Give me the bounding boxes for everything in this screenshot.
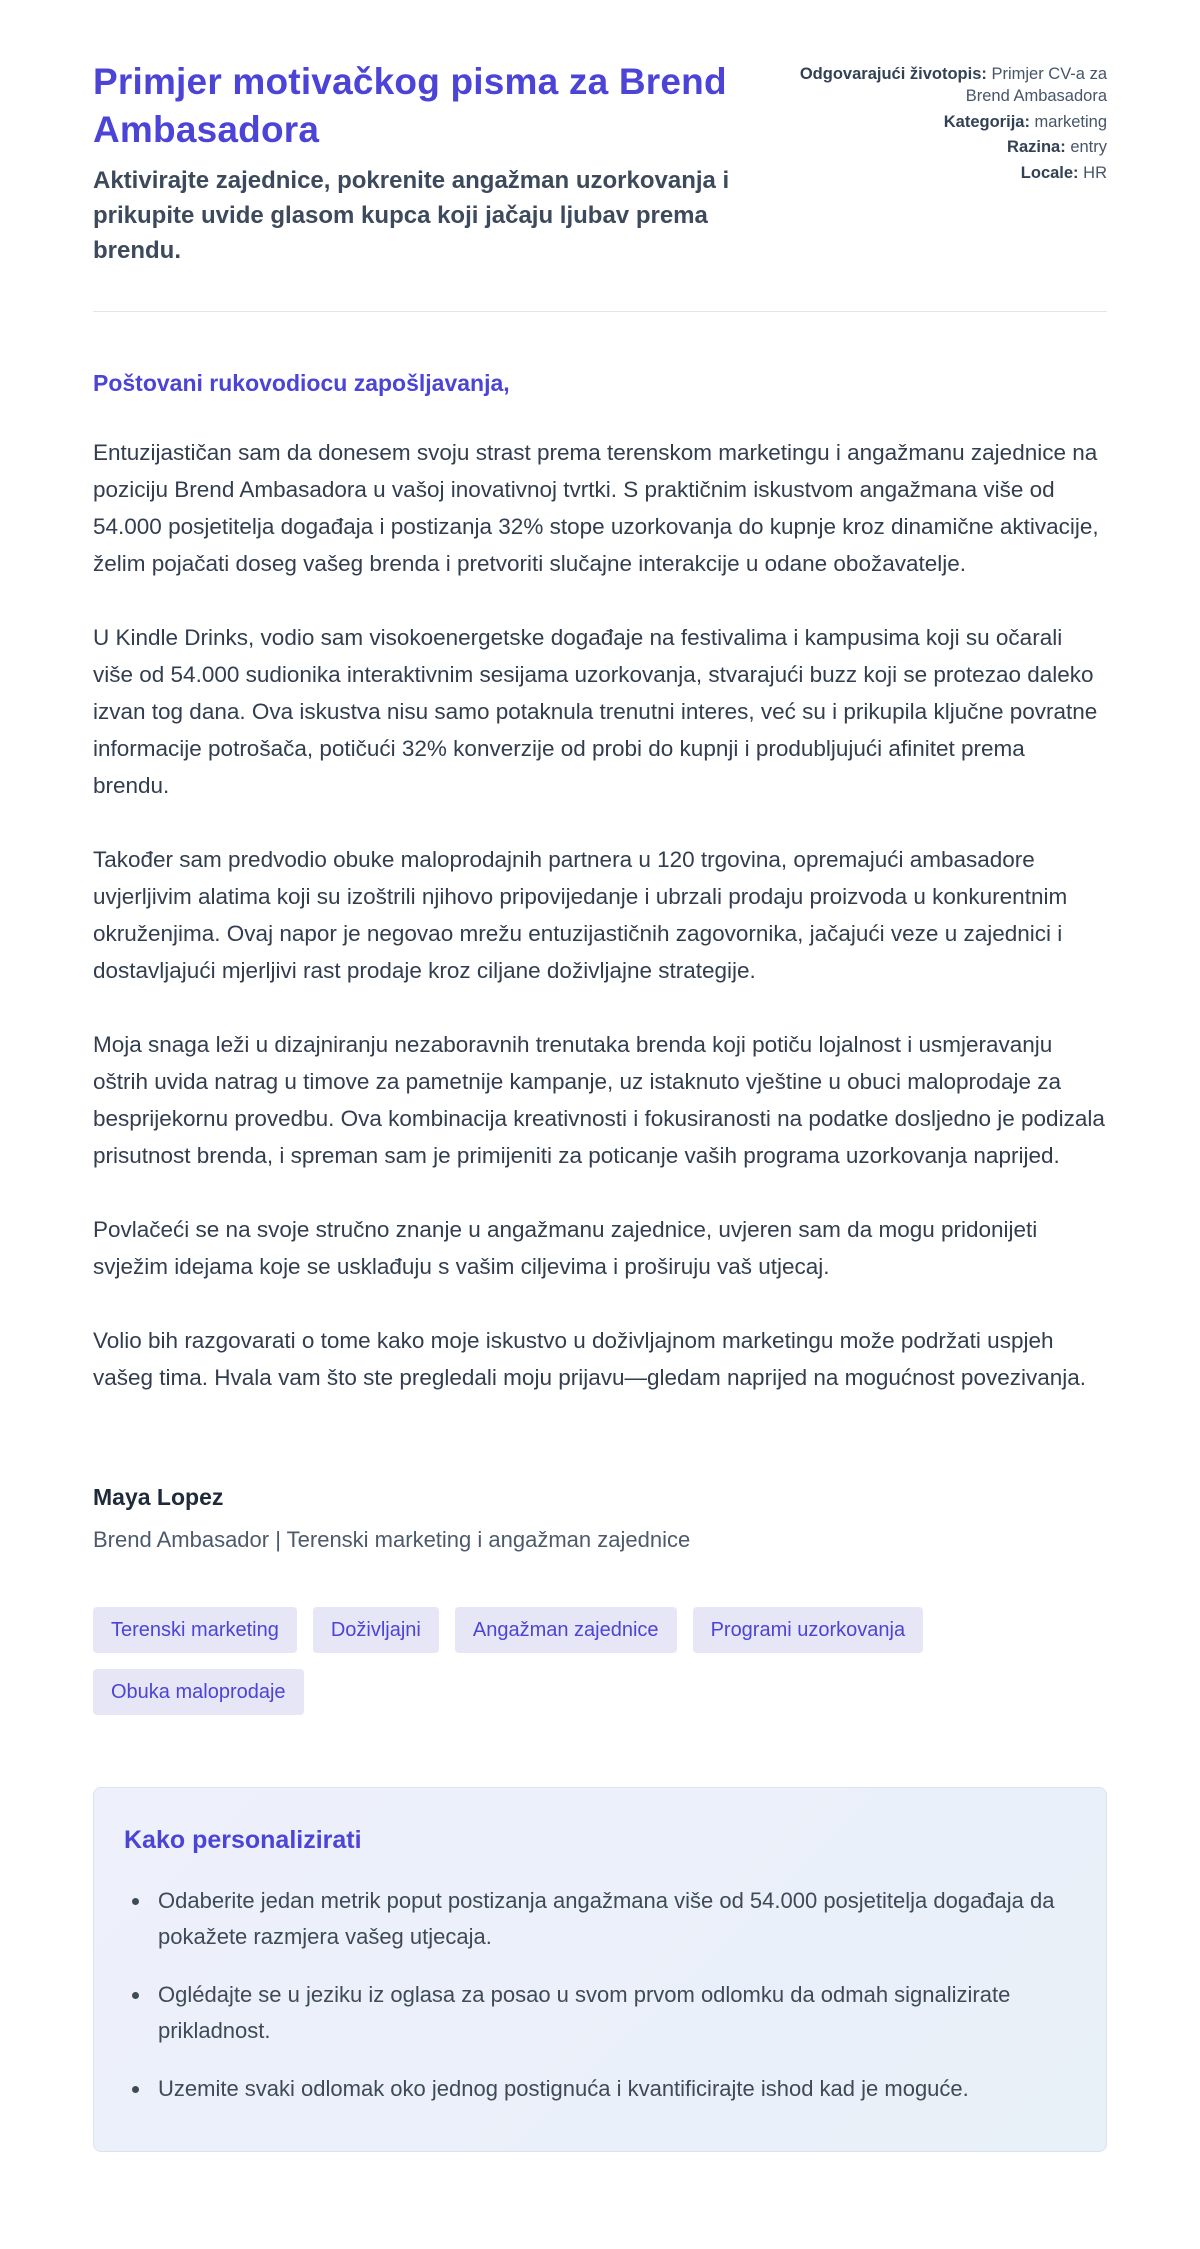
tag-chip-angazman-zajednice[interactable]: Angažman zajednice [455, 1607, 677, 1653]
letter-paragraph: U Kindle Drinks, vodio sam visokoenergetske događaje na festivalima i kampusima koji su očarali više od 54.000 sudionika interaktivnim sesijama uzorkovanja, stvarajući buzz koji se protezao daleko izvan tog dana. Ova iskustva nisu samo potaknula trenutni interes, već su i prikupila ključne povratne informacije potrošača, potičući 32% konverzije od probi do kupnji i produbljujući afinitet prema brendu. [93, 624, 1098, 798]
header-divider [93, 311, 1107, 312]
meta-value: Primjer CV-a za Brend Ambasadora [965, 65, 1107, 105]
page-container [93, 0, 1107, 2218]
meta-row-category [795, 112, 1107, 134]
signature-name: Maya Lopez [93, 1483, 224, 1510]
page-subtitle: Aktivirajte zajednice, pokrenite angažman uzorkovanja i prikupite uvide glasom kupca koji jačaju ljubav prema brendu. [93, 167, 730, 264]
meta-label: Odgovarajući životopis: [799, 65, 987, 83]
meta-value: HR [1083, 164, 1107, 183]
tag-chip-programi-uzorkovanja[interactable]: Programi uzorkovanja [693, 1607, 924, 1653]
meta-value: marketing [1034, 112, 1107, 131]
meta-label: Kategorija: [943, 112, 1030, 131]
header [93, 58, 1107, 269]
tips-heading: Kako personalizirati [124, 1825, 362, 1854]
letter-paragraph: Volio bih razgovarati o tome kako moje iskustvo u doživljajnom marketingu može podržati uspjeh vašeg tima. Hvala vam što ste pregledali moju prijavu—gledam naprijed na mogućnost povezivanja. [93, 1327, 1087, 1390]
tip-item: • Odaberite jedan metrik poput postizanja angažmana više od 54.000 posjetitelja događaja da pokažete razmjera vašeg utjecaja. [152, 1883, 1076, 1955]
meta-label: Locale: [1020, 164, 1079, 183]
header-title-block [93, 58, 758, 269]
tag-chip-obuka-maloprodaje[interactable]: Obuka maloprodaje [93, 1669, 304, 1715]
tips-list [124, 1883, 1076, 2107]
letter-body [93, 370, 1107, 1553]
letter-paragraph: Povlačeći se na svoje stručno znanje u angažmanu zajednice, uvjeren sam da mogu pridonijeti svježim idejama koje se usklađuju s vašim ciljevima i proširuju vaš utjecaj. [93, 1216, 1038, 1279]
tag-chip-dozivljajni[interactable]: Doživljajni [313, 1607, 439, 1653]
letter-paragraph: Moja snaga leži u dizajniranju nezaboravnih trenutaka brenda koji potiču lojalnost i usmjeravanju oštrih uvida natrag u timove za pametnije kampanje, uz istaknuto vještine u obuci maloprodaje za besprijekornu provedbu. Ova kombinacija kreativnosti i fokusiranosti na podatke dosljedno je podizala prisutnost brenda, i spreman sam je primijeniti za poticanje vaših programa uzorkovanja naprijed. [93, 1031, 1105, 1168]
page-title: Primjer motivačkog pisma za Brend Ambasadora [93, 61, 727, 151]
meta-value: entry [1070, 138, 1107, 157]
letter-greeting: Poštovani rukovodiocu zapošljavanja, [93, 369, 510, 396]
meta-row-locale [795, 163, 1107, 185]
tags-list [93, 1607, 953, 1715]
letter-paragraph: Entuzijastičan sam da donesem svoju strast prema terenskom marketingu i angažmanu zajednice na poziciju Brend Ambasadora u vašoj inovativnoj tvrtki. S praktičnim iskustvom angažmana više od 54.000 posjetitelja događaja i postizanja 32% stope uzorkovanja do kupnje kroz dinamične aktivacije, želim pojačati doseg vašeg brenda i pretvoriti slučajne interakcije u odane obožavatelje. [93, 439, 1099, 576]
tips-box [93, 1787, 1107, 2152]
letter-paragraph: Također sam predvodio obuke maloprodajnih partnera u 120 trgovina, opremajući ambasadore uvjerljivim alatima koji su izoštrili njihovo pripovijedanje i ubrzali prodaju proizvoda u konkurentnim okruženjima. Ovaj napor je negovao mrežu entuzijastičnih zagovornika, jačajući veze u zajednici i dostavljajući mjerljivi rast prodaje kroz ciljane doživljajne strategije. [93, 846, 1068, 983]
meta-row-level [795, 137, 1107, 159]
tip-item: • Uzemite svaki odlomak oko jednog postignuća i kvantificirajte ishod kad je moguće. [152, 2071, 1076, 2107]
tip-item: • Oglédajte se u jeziku iz oglasa za posao u svom prvom odlomku da odmah signalizirate prikladnost. [152, 1977, 1076, 2049]
meta-block [795, 58, 1107, 189]
tag-chip-terenski-marketing[interactable]: Terenski marketing [93, 1607, 297, 1653]
meta-row-resume [795, 64, 1107, 108]
meta-label: Razina: [1007, 138, 1066, 157]
signature-role: Brend Ambasador | Terenski marketing i angažman zajednice [93, 1526, 691, 1552]
